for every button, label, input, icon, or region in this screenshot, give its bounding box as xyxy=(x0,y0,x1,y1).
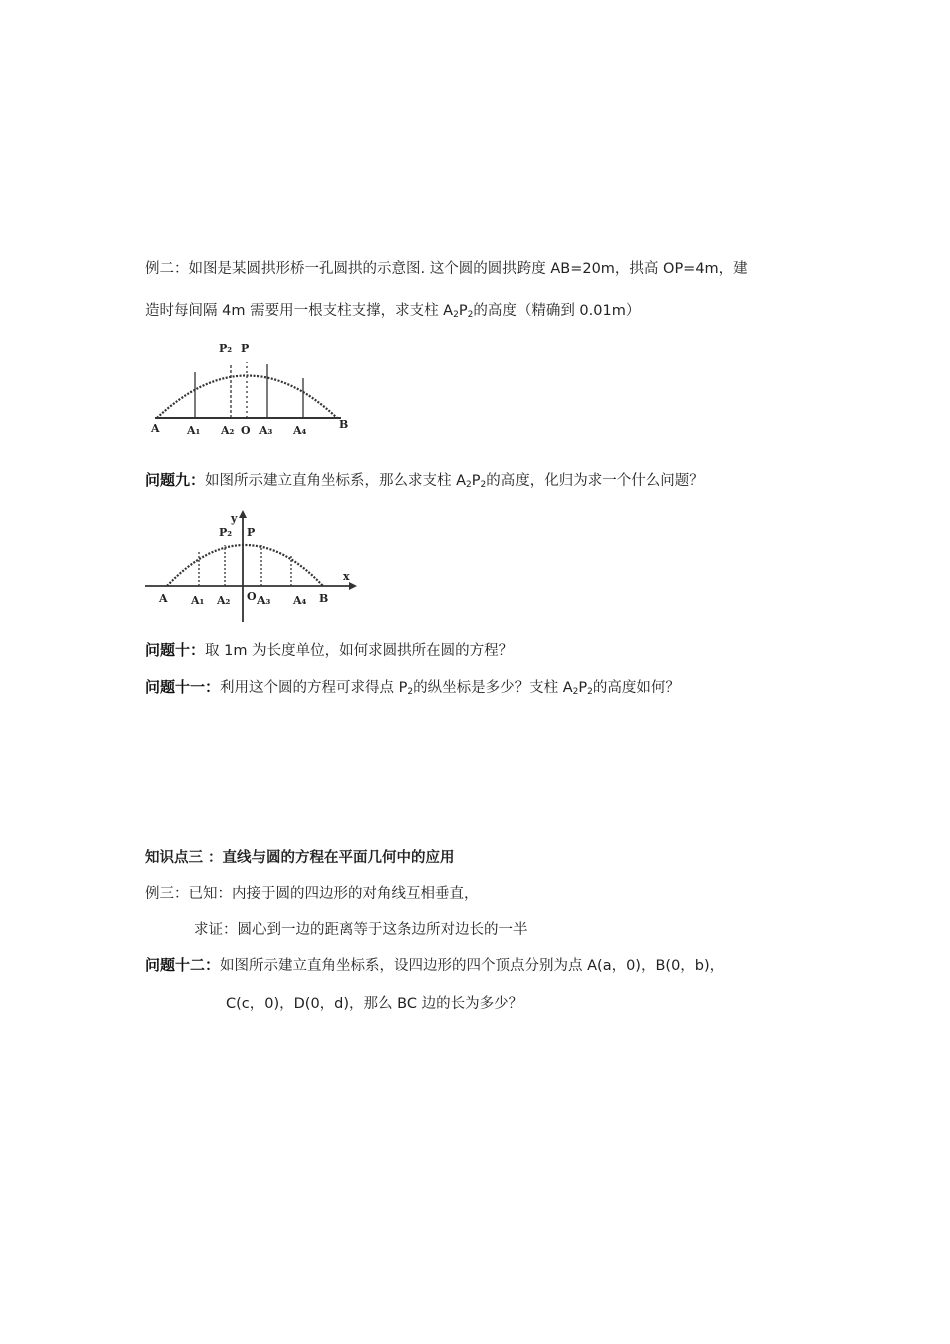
label-A: A xyxy=(151,422,160,435)
label-P: P xyxy=(241,342,250,355)
label-A3: A₃ xyxy=(259,424,273,437)
label-A: A xyxy=(159,592,168,605)
label-y: y xyxy=(231,512,238,525)
knowledge-point-3-title: 知识点三 ：直线与圆的方程在平面几何中的应用 xyxy=(145,850,455,866)
label-A4: A₄ xyxy=(293,424,307,437)
label-P2: P₂ xyxy=(219,526,233,539)
example3-line1: 例三：已知：内接于圆的四边形的对角线互相垂直， xyxy=(145,886,479,902)
question-10: 问题十：取 1m 为长度单位，如何求圆拱所在圆的方程？ xyxy=(145,641,514,659)
label-P2: P₂ xyxy=(219,342,233,355)
label-A2: A₂ xyxy=(221,424,235,437)
label-A2: A₂ xyxy=(217,594,231,607)
arch-bridge-figure xyxy=(145,338,360,442)
label-O: O xyxy=(247,590,257,603)
example3-line2: 求证：圆心到一边的距离等于这条边所对边长的一半 xyxy=(194,922,528,938)
question-11: 问题十一：利用这个圆的方程可求得点 $P_2$的纵坐标是多少？支柱 $A_2P_2$的高度如何？ xyxy=(145,678,680,697)
question-9: 问题九：如图所示建立直角坐标系，那么求支柱 $A_2P_2$的高度，化归为求一个什么问题？ xyxy=(145,471,704,490)
arch-coordinate-figure xyxy=(145,508,365,627)
label-A3: A₃ xyxy=(257,594,271,607)
label-A1: A₁ xyxy=(187,424,201,437)
example2-line1: 例二：如图是某圆拱形桥一孔圆拱的示意图. 这个圆的圆拱跨度 AB=20m，拱高 OP=4m，建 xyxy=(145,261,748,277)
question-12-line1: 问题十二：如图所示建立直角坐标系，设四边形的四个顶点分别为点 A(a，0)，B(0，b)， xyxy=(145,956,725,974)
label-A1: A₁ xyxy=(191,594,205,607)
label-B: B xyxy=(319,592,329,605)
example2-line2: 造时每间隔 4m 需要用一根支柱支撑，求支柱 $A_2P_2$的高度（精确到 0.01m） xyxy=(145,303,641,320)
label-x: x xyxy=(343,570,350,583)
label-O: O xyxy=(241,424,251,437)
question-12-line2: C(c，0)，D(0，d)，那么 BC 边的长为多少？ xyxy=(226,996,524,1012)
label-A4: A₄ xyxy=(293,594,307,607)
label-B: B xyxy=(339,418,349,431)
label-P: P xyxy=(247,526,256,539)
